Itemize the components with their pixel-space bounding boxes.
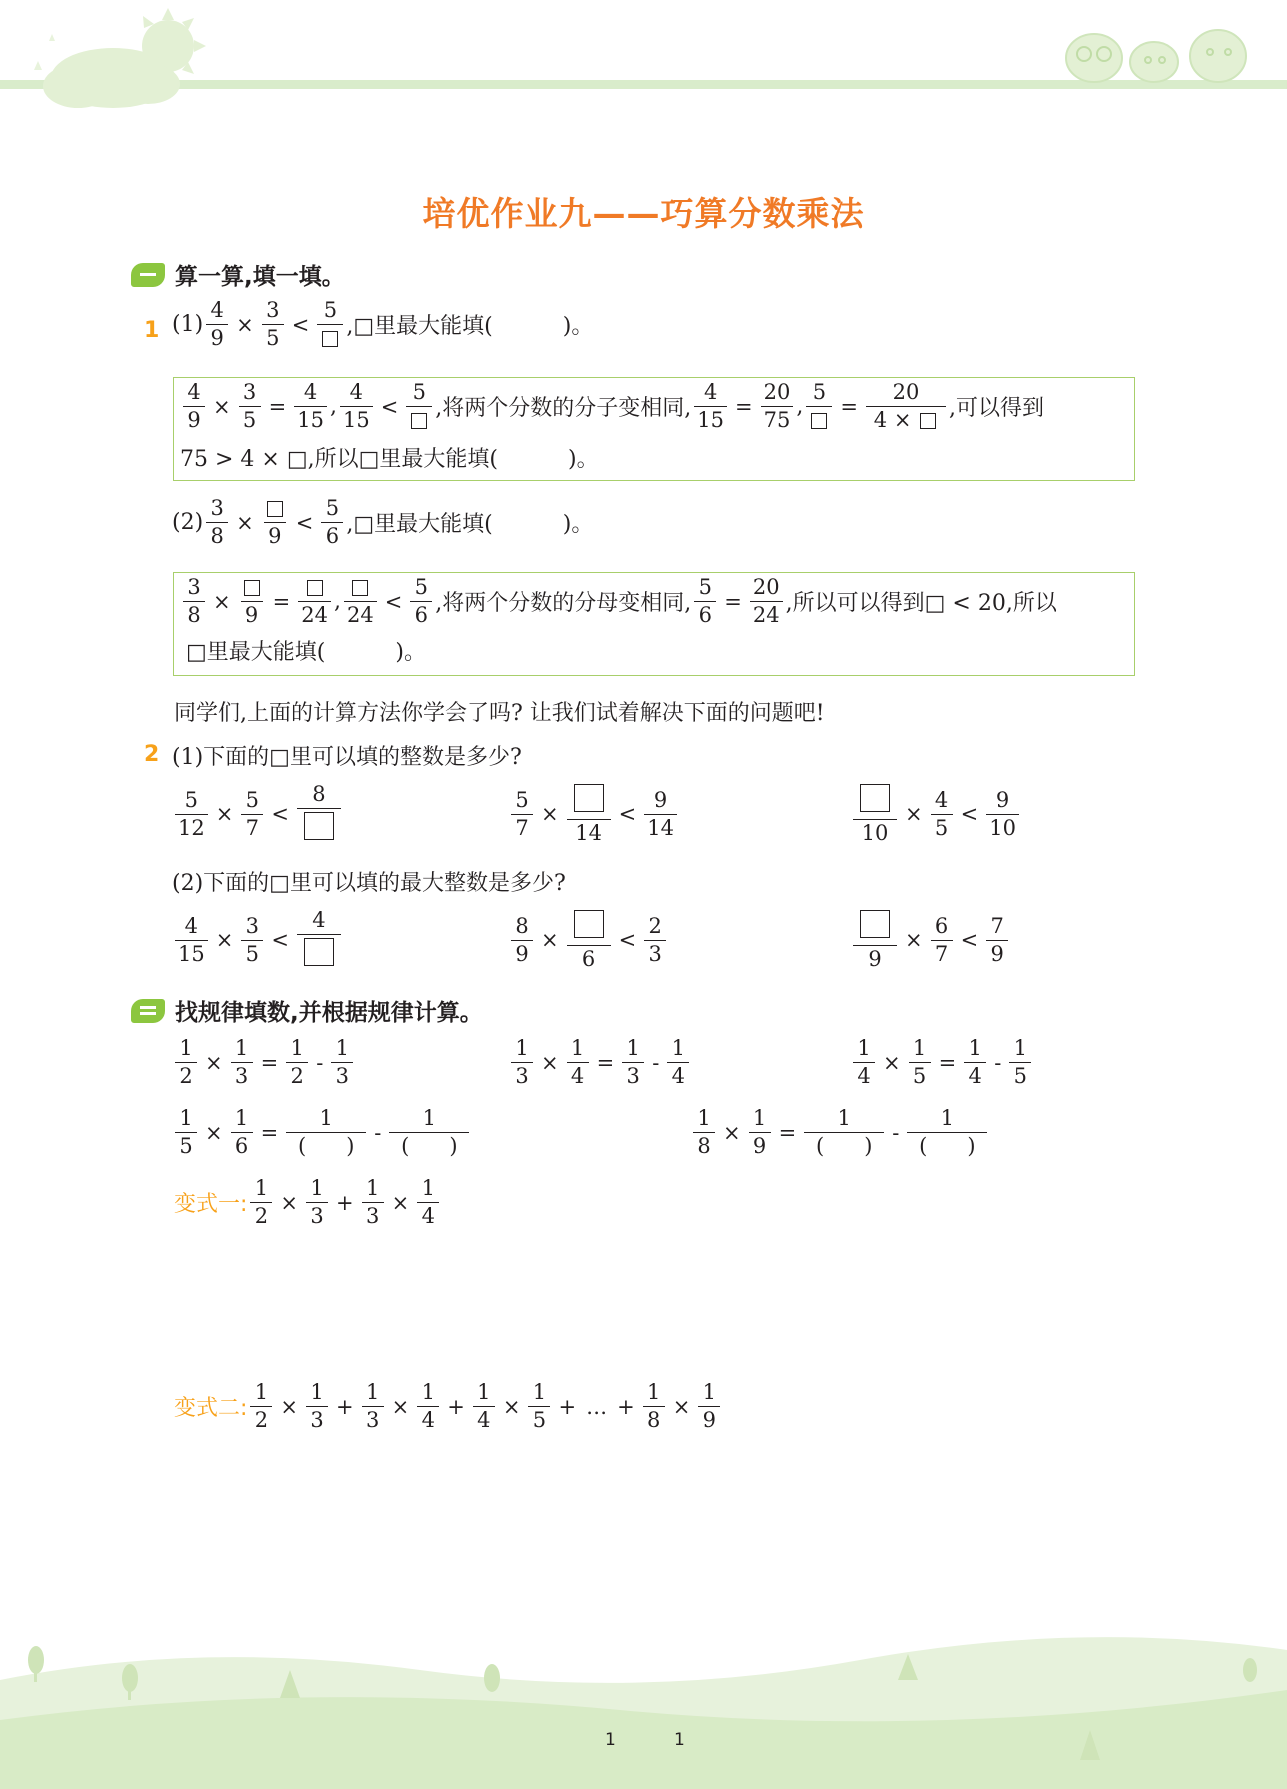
fraction-blank-numerator: 24 (344, 577, 377, 626)
fraction: $\frac{3}{8}$ (183, 577, 205, 626)
blank-box[interactable] (411, 413, 427, 429)
fraction: $\frac{20}{75}$ (761, 382, 794, 431)
q2-part1-expr-b: $\frac{5}{7}$ × 14 < $\frac{9}{14}$ (508, 784, 680, 844)
hint-box-2-line1: $\frac{3}{8}$ × 9 = 24 , 24 < $\frac{5}{6}$ ,将两个分数的分母变相同, $\frac{5}{6}$ = $\frac{20}{24}$ ,所以可以得到□ < 20,所以 (180, 577, 1057, 626)
hint-box-2-line2: □里最大能填( )。 (186, 635, 426, 666)
hint-box-1-line2: 75 > 4 × □,所以□里最大能填( )。 (180, 442, 599, 473)
hint-box-2-text-a: ,将两个分数的分母变相同, (435, 591, 692, 616)
pattern-expr-a: $\frac{1}{2}$ × $\frac{1}{3}$ = $\frac{1}{2}$ - $\frac{1}{3}$ (172, 1038, 356, 1087)
q1-part2-label: (2) (172, 510, 204, 535)
pattern-fill-a: $\frac{1}{5}$ × $\frac{1}{6}$ = $\frac{1}{( )}$ - $\frac{1}{( )}$ (172, 1108, 472, 1157)
section-one-badge (131, 263, 165, 287)
hint-box-2 (173, 572, 1135, 676)
section-two-header (131, 994, 483, 1027)
fraction: $\frac{4}{15}$ (294, 382, 327, 431)
hint-box-1-text-a: ,将两个分数的分子变相同, (435, 396, 692, 421)
variant-two-label: 变式二: (174, 1396, 248, 1421)
landscape-footer (0, 1620, 1287, 1789)
blank-box[interactable] (307, 580, 323, 596)
section-two-label: 找规律填数,并根据规律计算。 (175, 1000, 483, 1026)
hint-box-1-line2-text: 75 > 4 × □,所以□里最大能填( (180, 447, 498, 472)
q2-part2-expr-c: 9 × $\frac{6}{7}$ < $\frac{7}{9}$ (850, 910, 1011, 970)
fraction: $\frac{5}{6}$ (321, 498, 343, 547)
blank-box[interactable] (574, 784, 604, 812)
blank-box[interactable] (304, 812, 334, 840)
animal-faces-decoration (1058, 20, 1258, 86)
variant-one: 变式一: $\frac{1}{2}$ × $\frac{1}{3}$ + $\frac{1}{3}$ × $\frac{1}{4}$ (174, 1178, 442, 1227)
pattern-fill-b: $\frac{1}{8}$ × $\frac{1}{9}$ = $\frac{1}{( )}$ - $\frac{1}{( )}$ (690, 1108, 990, 1157)
q2-part2-expr-b: $\frac{8}{9}$ × 6 < $\frac{2}{3}$ (508, 910, 669, 970)
page-number-right: 1 (674, 1730, 685, 1750)
q1-part1: (1) $\frac{4}{9}$ × $\frac{3}{5}$ < 5 ,□里最大能填( )。 (172, 298, 594, 350)
variant-one-label: 变式一: (174, 1192, 248, 1217)
variant-two: 变式二: $\frac{1}{2}$ × $\frac{1}{3}$ + $\frac{1}{3}$ × $\frac{1}{4}$ + $\frac{1}{4}$ × $\frac{1}{5}$ + … + $\frac{1}{8}$ × $\frac{1}{9}$ (174, 1382, 723, 1431)
q1-part1-text: ,□里最大能填( (346, 314, 493, 339)
hint-box-1-line1: $\frac{4}{9}$ × $\frac{3}{5}$ = $\frac{4}{15}$ , $\frac{4}{15}$ < 5 ,将两个分数的分子变相同, $\frac{4}{15}$ = $\frac{20}{75}$ , 5 = $\frac{20}{4 \times}$ ,可以得到 (180, 382, 1044, 431)
blank-box[interactable] (322, 331, 338, 347)
q2-part1-expr-c: 10 × $\frac{4}{5}$ < $\frac{9}{10}$ (850, 784, 1022, 844)
fraction: $\frac{4}{9}$ (206, 300, 228, 349)
q2-part1-expr-a: $\frac{5}{12}$ × $\frac{5}{7}$ < 8 (172, 784, 344, 844)
section-one-header (131, 258, 345, 291)
blank-box[interactable] (860, 910, 890, 938)
q1-part1-end: )。 (562, 314, 594, 339)
hint-box-2-line2-text: □里最大能填( (186, 640, 326, 665)
q2-part2-expr-a: $\frac{4}{15}$ × $\frac{3}{5}$ < 4 (172, 910, 344, 970)
q2-part2-text: (2)下面的□里可以填的最大整数是多少? (172, 871, 566, 896)
blank-box[interactable] (860, 784, 890, 812)
sun-cloud-decoration (18, 6, 208, 116)
hint-box-1 (173, 377, 1135, 481)
fraction: $\frac{4}{9}$ (183, 382, 205, 431)
q1-part2: (2) $\frac{3}{8}$ × 9 < $\frac{5}{6}$ ,□里最大能填( )。 (172, 496, 594, 548)
blank-box[interactable] (304, 938, 334, 966)
fraction-blank-denominator: 5 (406, 382, 432, 431)
fraction: $\frac{20}{24}$ (750, 577, 783, 626)
blank-box[interactable] (811, 413, 827, 429)
q1-part2-text: ,□里最大能填( (346, 512, 493, 537)
page-title: 培优作业九——巧算分数乘法 (422, 194, 865, 233)
page-number-left: 1 (605, 1730, 616, 1750)
section-one-label: 算一算,填一填。 (175, 264, 345, 290)
q2-part1-text: (1)下面的□里可以填的整数是多少? (172, 745, 522, 770)
fraction-expression-denominator: $\frac{20}{4 \times}$ (866, 382, 946, 431)
fraction-blank-numerator: 24 (298, 577, 331, 626)
fraction: $\frac{4}{15}$ (694, 382, 727, 431)
hint-box-1-text-b: ,可以得到 (948, 396, 1044, 421)
blank-box[interactable] (352, 580, 368, 596)
section-two-badge (131, 999, 165, 1023)
fraction: $\frac{5}{6}$ (694, 577, 716, 626)
blank-box[interactable] (574, 910, 604, 938)
pattern-expr-c: $\frac{1}{4}$ × $\frac{1}{5}$ = $\frac{1}{4}$ - $\frac{1}{5}$ (850, 1038, 1034, 1087)
blank-box[interactable] (267, 501, 283, 517)
fraction: $\frac{3}{5}$ (262, 300, 284, 349)
fraction: $\frac{3}{8}$ (206, 498, 228, 547)
question-number-2: 2 (144, 742, 160, 767)
hint-box-2-text-b: ,所以可以得到□ < 20,所以 (785, 591, 1057, 616)
blank-box[interactable] (244, 580, 260, 596)
fraction: $\frac{4}{15}$ (340, 382, 373, 431)
pattern-expr-b: $\frac{1}{3}$ × $\frac{1}{4}$ = $\frac{1}{3}$ - $\frac{1}{4}$ (508, 1038, 692, 1087)
q1-part1-label: (1) (172, 312, 204, 337)
fraction-blank-denominator: 5 (317, 300, 343, 349)
question-number-1: 1 (144, 318, 160, 343)
fraction: $\frac{3}{5}$ (239, 382, 261, 431)
fraction-blank-numerator: 9 (262, 498, 288, 547)
fraction-blank-denominator: 5 (806, 382, 832, 431)
fraction: $\frac{5}{6}$ (410, 577, 432, 626)
blank-box[interactable] (920, 413, 936, 429)
summary-text: 同学们,上面的计算方法你学会了吗? 让我们试着解决下面的问题吧! (174, 701, 825, 726)
fraction-blank-numerator: 9 (239, 577, 265, 626)
